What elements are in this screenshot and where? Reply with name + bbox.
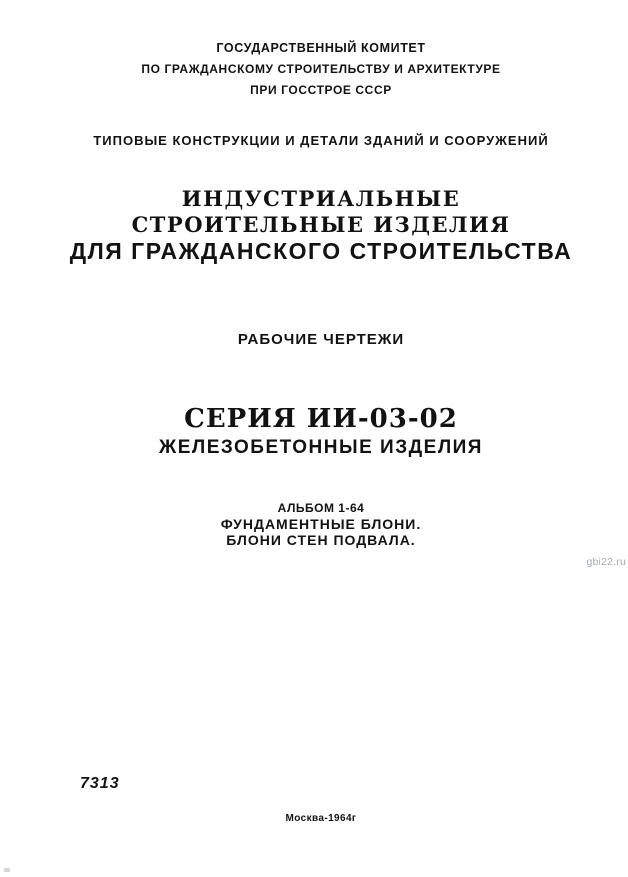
main-title-line-1: ИНДУСТРИАЛЬНЫЕ xyxy=(181,186,461,211)
doc-type-heading: РАБОЧИЕ ЧЕРТЕЖИ xyxy=(237,331,405,348)
main-title-line-2: СТРОИТЕЛЬНЫЕ ИЗДЕЛИЯ xyxy=(131,212,511,237)
album-content-line-1: ФУНДАМЕНТНЫЕ БЛОНИ. xyxy=(220,516,422,532)
organization-line-3: ПРИ ГОССТРОЕ СССР xyxy=(250,83,392,97)
imprint-city-year: Москва-1964г xyxy=(285,813,357,824)
scan-artifact-speck xyxy=(4,868,10,872)
series-kind-heading: ТИПОВЫЕ КОНСТРУКЦИИ И ДЕТАЛИ ЗДАНИЙ И СООРУЖЕНИЙ xyxy=(93,133,549,148)
album-block xyxy=(14,500,628,548)
print-order-code: 7313 xyxy=(80,775,120,792)
site-watermark: gbi22.ru xyxy=(586,556,626,568)
organization-line-1: ГОСУДАРСТВЕННЫЙ КОМИТЕТ xyxy=(216,41,426,55)
organization-block xyxy=(14,38,628,101)
series-subtitle-heading: ЖЕЛЕЗОБЕТОННЫЕ ИЗДЕЛИЯ xyxy=(159,437,483,458)
album-number-line: АЛЬБОМ 1-64 xyxy=(277,501,365,515)
main-title xyxy=(14,186,628,264)
main-title-line-3: ДЛЯ ГРАЖДАНСКОГО СТРОИТЕЛЬСТВА xyxy=(69,238,573,264)
series-number-heading: СЕРИЯ ИИ-03-02 xyxy=(184,404,458,434)
album-content-line-2: БЛОНИ СТЕН ПОДВАЛА. xyxy=(226,532,416,548)
organization-line-2: ПО ГРАЖДАНСКОМУ СТРОИТЕЛЬСТВУ И АРХИТЕКТУРЕ xyxy=(141,62,501,76)
